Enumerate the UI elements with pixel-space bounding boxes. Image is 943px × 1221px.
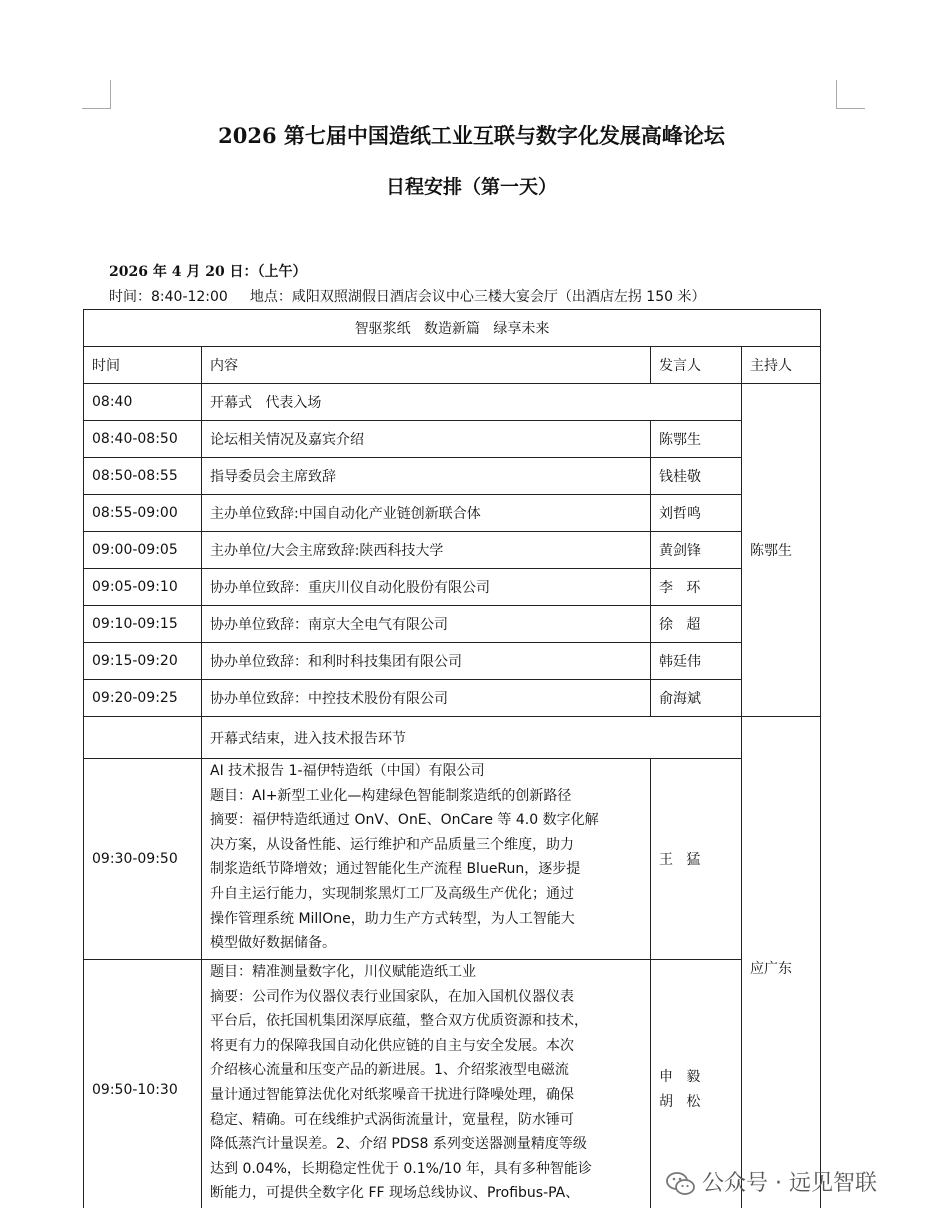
report-line: AI 技术报告 1-福伊特造纸（中国）有限公司 xyxy=(210,763,485,779)
header-content: 内容 xyxy=(202,347,651,384)
row-time: 08:40-08:50 xyxy=(84,421,202,458)
report-line: 升自主运行能力，实现制浆黑灯工厂及高级生产优化；通过 xyxy=(210,885,574,902)
speaker-name: 申 毅 xyxy=(659,1068,701,1085)
table-row xyxy=(84,495,821,532)
table-row xyxy=(84,458,821,495)
report-content xyxy=(202,759,651,960)
page-bottom-edge xyxy=(0,1208,943,1221)
row-content: 协办单位致辞：重庆川仪自动化股份有限公司 xyxy=(202,569,651,606)
row-content: 协办单位致辞：南京大全电气有限公司 xyxy=(202,606,651,643)
report-line: 制浆造纸节降增效；通过智能化生产流程 BlueRun，逐步提 xyxy=(210,861,581,878)
row-content: 主办单位致辞:中国自动化产业链创新联合体 xyxy=(202,495,651,532)
time-location-line xyxy=(109,286,705,306)
row-speaker: 徐 超 xyxy=(651,606,742,643)
report-time: 09:50-10:30 xyxy=(84,960,202,1220)
row-time: 08:40 xyxy=(84,384,202,421)
report-line: 断能力，可提供全数字化 FF 现场总线协议、Profibus-PA、 xyxy=(210,1185,580,1202)
row-speaker: 韩廷伟 xyxy=(651,643,742,680)
wechat-icon xyxy=(666,1171,696,1197)
header-time: 时间 xyxy=(84,347,202,384)
row-content: 论坛相关情况及嘉宾介绍 xyxy=(202,421,651,458)
row-time: 09:00-09:05 xyxy=(84,532,202,569)
watermark-text: 公众号 · 远见智联 xyxy=(702,1171,877,1196)
row-content: 开幕式 代表入场 xyxy=(202,384,742,421)
report-line: 题目：AI+新型工业化—构建绿色智能制浆造纸的创新路径 xyxy=(210,787,572,804)
report-line: 将更有力的保障我国自动化供应链的自主与安全发展。本次 xyxy=(210,1037,574,1054)
row-time: 08:50-08:55 xyxy=(84,458,202,495)
report-line: 稳定、精确。可在线维护式涡街流量计，宽量程，防水锤可 xyxy=(210,1111,574,1128)
row-content: 协办单位致辞：和利时科技集团有限公司 xyxy=(202,643,651,680)
time-text: 时间：8:40-12:00 xyxy=(109,289,228,305)
table-row xyxy=(84,643,821,680)
report-line: 介绍核心流量和压变产品的新进展。1、介绍浆液型电磁流 xyxy=(210,1062,569,1079)
report-line: 摘要：福伊特造纸通过 OnV、OnE、OnCare 等 4.0 数字化解 xyxy=(210,812,599,829)
row-time: 08:55-09:00 xyxy=(84,495,202,532)
location-text: 地点：咸阳双照湖假日酒店会议中心三楼大宴会厅（出酒店左拐 150 米） xyxy=(249,289,706,305)
report-line: 摘要：公司作为仪器仪表行业国家队，在加入国机仪器仪表 xyxy=(210,988,574,1005)
row-content: 协办单位致辞：中控技术股份有限公司 xyxy=(202,680,651,717)
transition-row xyxy=(84,717,821,759)
row-time: 09:10-09:15 xyxy=(84,606,202,643)
report-line: 平台后，依托国机集团深厚底蕴，整合双方优质资源和技术， xyxy=(210,1013,588,1030)
report-time: 09:30-09:50 xyxy=(84,759,202,960)
banner-row xyxy=(84,310,821,347)
header-row xyxy=(84,347,821,384)
page-corner-mark-right xyxy=(836,80,865,109)
report-line: 模型做好数据储备。 xyxy=(210,935,336,952)
table-row xyxy=(84,569,821,606)
report-line: 操作管理系统 MillOne，助力生产方式转型，为人工智能大 xyxy=(210,910,575,927)
host-reports: 应广东 xyxy=(742,717,821,1220)
row-speaker: 刘哲鸣 xyxy=(651,495,742,532)
table-row xyxy=(84,606,821,643)
report-content xyxy=(202,960,651,1220)
transition-text: 开幕式结束，进入技术报告环节 xyxy=(202,717,742,759)
document-title: 2026 第七届中国造纸工业互联与数字化发展高峰论坛 xyxy=(218,123,725,148)
document-subtitle: 日程安排（第一天） xyxy=(385,176,557,198)
table-row xyxy=(84,680,821,717)
row-time: 09:15-09:20 xyxy=(84,643,202,680)
row-content: 指导委员会主席致辞 xyxy=(202,458,651,495)
watermark xyxy=(666,1166,877,1197)
header-speaker: 发言人 xyxy=(651,347,742,384)
row-speaker: 黄剑锋 xyxy=(651,532,742,569)
row-speaker: 俞海斌 xyxy=(651,680,742,717)
schedule-table xyxy=(83,309,821,1220)
table-row xyxy=(84,384,821,421)
row-speaker: 钱桂敬 xyxy=(651,458,742,495)
speaker-name: 胡 松 xyxy=(659,1093,701,1110)
report-line: 题目：精准测量数字化，川仪赋能造纸工业 xyxy=(210,964,476,980)
report-row xyxy=(84,759,821,960)
transition-time xyxy=(84,717,202,759)
page-corner-mark-left xyxy=(82,80,111,109)
header-host: 主持人 xyxy=(742,347,821,384)
report-speaker: 王 猛 xyxy=(651,759,742,960)
table-banner: 智驱浆纸 数造新篇 绿享未来 xyxy=(84,310,821,347)
report-line: 降低蒸汽计量误差。2、介绍 PDS8 系列变送器测量精度等级 xyxy=(210,1136,587,1153)
row-time: 09:20-09:25 xyxy=(84,680,202,717)
date-line: 2026 年 4 月 20 日：（上午） xyxy=(109,264,307,280)
report-line: 达到 0.04%，长期稳定性优于 0.1%/10 年，具有多种智能诊 xyxy=(210,1160,592,1177)
row-speaker: 李 环 xyxy=(651,569,742,606)
row-speaker: 陈鄂生 xyxy=(651,421,742,458)
table-row xyxy=(84,421,821,458)
report-line: 量计通过智能算法优化对纸浆噪音干扰进行降噪处理，确保 xyxy=(210,1086,574,1103)
row-time: 09:05-09:10 xyxy=(84,569,202,606)
row-content: 主办单位/大会主席致辞:陕西科技大学 xyxy=(202,532,651,569)
report-line: 决方案，从设备性能、运行维护和产品质量三个维度，助力 xyxy=(210,836,574,853)
table-row xyxy=(84,532,821,569)
host-opening: 陈鄂生 xyxy=(742,384,821,717)
